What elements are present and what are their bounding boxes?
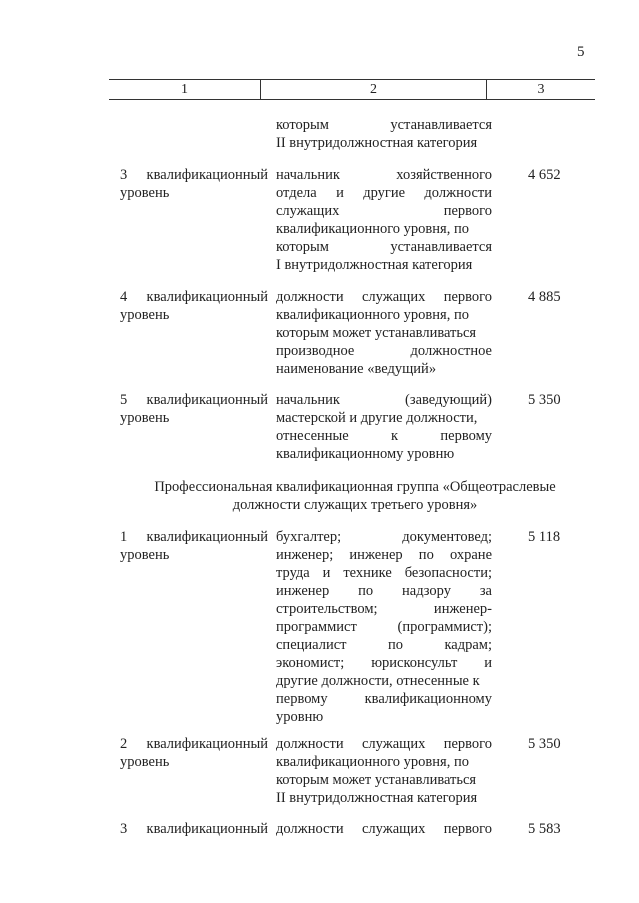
- salary-value: 5 118: [528, 529, 561, 545]
- column-header-2: 2: [370, 82, 377, 97]
- table-header-row: [109, 79, 595, 100]
- qualification-level: 3 квалификационный уровень: [120, 167, 268, 201]
- qualification-level: 5 квалификационный уровень: [120, 392, 268, 426]
- salary-value: 4 885: [528, 289, 561, 305]
- qualification-level: 4 квалификационный уровень: [120, 289, 268, 323]
- qualification-level: 1 квалификационный уровень: [120, 529, 268, 563]
- qualification-level: 3 квалификационный: [120, 821, 268, 837]
- position-description: должности служащих первого квалификационного уровня, по которым может устанавливаться II внутридолжностная категория: [276, 736, 492, 806]
- position-description: которым устанавливается II внутридолжностная категория: [276, 117, 492, 151]
- position-description: начальник хозяйственного отдела и другие должности служащих первого квалификационного уровня, по которым устанавливается I внутридолжностная категория: [276, 167, 492, 273]
- page-number: 5: [577, 44, 585, 60]
- position-description: бухгалтер; документовед; инженер; инженер по охране труда и технике безопасности; инженер по надзору за строительством; инженер- программист (программист); специалист по кадрам; экономист; юрисконсульт и другие должности, отнесенные к первому квалификационному уровню: [276, 529, 492, 725]
- position-description: должности служащих первого квалификационного уровня, по которым может устанавливаться производное должностное наименование «ведущий»: [276, 289, 492, 377]
- column-header-1: 1: [181, 82, 188, 97]
- salary-value: 5 350: [528, 736, 561, 752]
- column-header-3: 3: [537, 82, 545, 97]
- professional-group-title: Профессиональная квалификационная группа «Общеотраслевые должности служащих третьего уровня»: [154, 479, 556, 513]
- position-description: должности служащих первого: [276, 821, 492, 837]
- salary-value: 5 583: [528, 821, 561, 837]
- salary-value: 4 652: [528, 167, 561, 183]
- position-description: начальник (заведующий) мастерской и другие должности, отнесенные к первому квалификационному уровню: [276, 392, 492, 462]
- qualification-level: 2 квалификационный уровень: [120, 736, 268, 770]
- salary-value: 5 350: [528, 392, 561, 408]
